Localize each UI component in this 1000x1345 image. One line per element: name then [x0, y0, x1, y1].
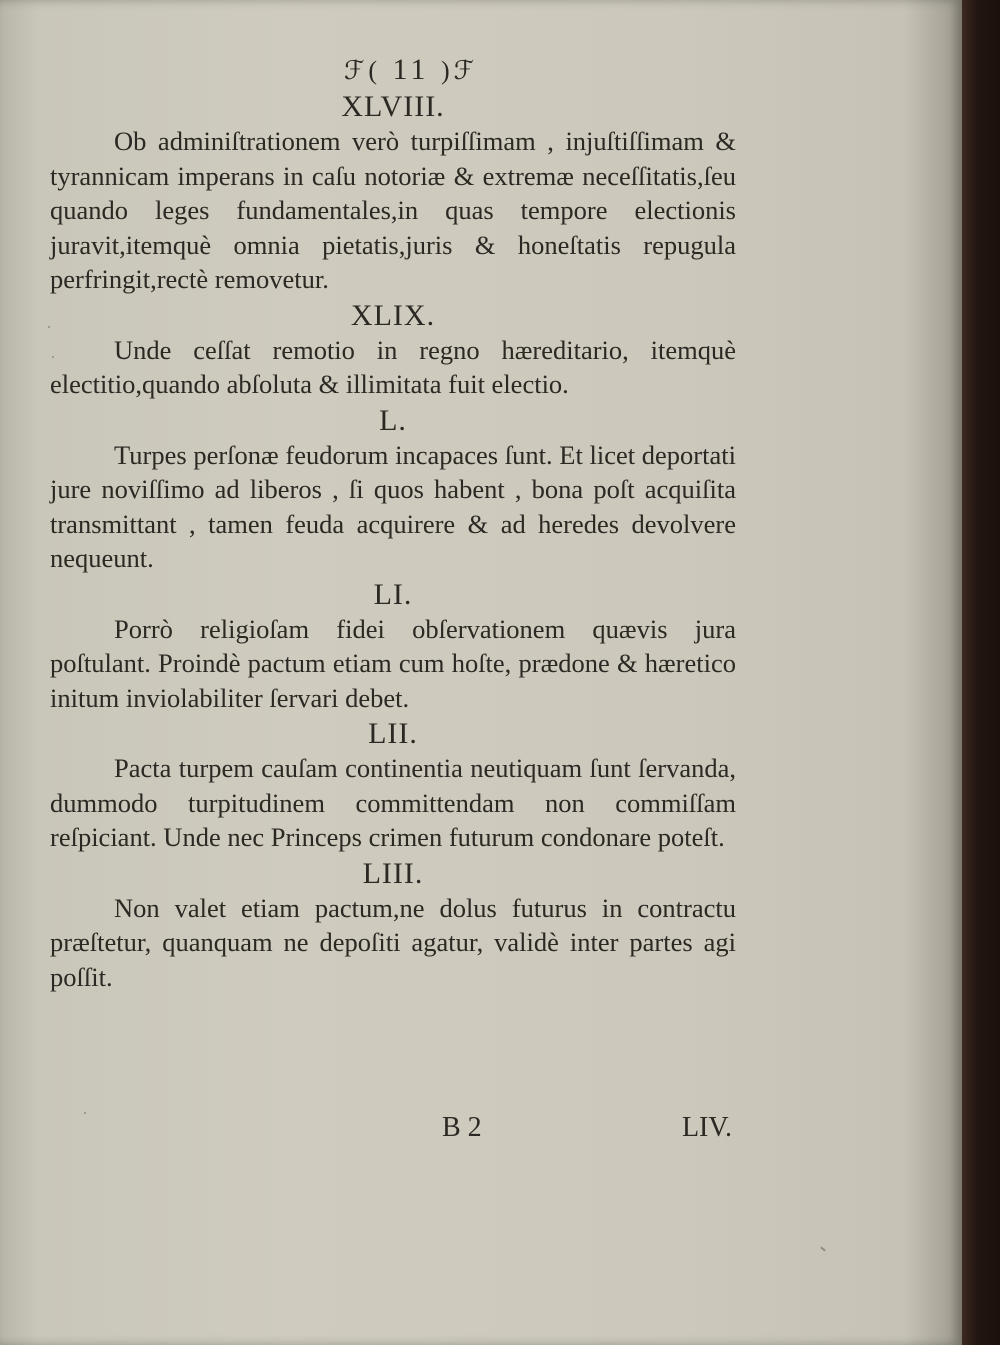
- page-number: 11: [392, 53, 430, 86]
- left-ornament: ℱ(: [343, 56, 382, 85]
- section-paragraph: Turpes perſonæ feudorum incapaces ſunt. Et licet deportati jure noviſſimo ad liberos , ſi quos habent , bona poſt acquiſita transmittant , tamen feuda acquirere & ad heredes devolvere nequeunt.: [50, 439, 736, 573]
- section-paragraph: Porrò religioſam fidei obſervationem quævis jura poſtulant. Proindè pactum etiam cum hoſte, prædone & hæretico initum inviolabiliter ſervari debet.: [50, 613, 736, 713]
- section-paragraph: Unde ceſſat remotio in regno hæreditario, itemquè electitio,quando abſoluta & illimitata fuit electio.: [50, 334, 736, 399]
- section-paragraph: Ob adminiſtrationem verò turpiſſimam , injuſtiſſimam & tyrannicam imperans in caſu notoriæ & extremæ neceſſitatis,ſeu quando leges fundamentales,in quas tempore electionis juravit,itemquè omnia pietatis,juris & honeſtatis repugula perfringit,rectè removetur.: [50, 126, 736, 294]
- paper-speck: [84, 1112, 86, 1114]
- section-paragraph: Non valet etiam pactum,ne dolus futurus in contractu præſtetur, quanquam ne depoſiti agatur, validè inter partes agi poſſit.: [50, 892, 736, 992]
- section-number: LIII.: [362, 856, 424, 890]
- section-number: XLIX.: [350, 298, 436, 332]
- page-footer: [50, 1112, 736, 1152]
- text-block: [50, 50, 736, 996]
- section-number: LI.: [373, 577, 413, 611]
- paper-speck: [52, 356, 54, 358]
- signature-mark: B 2: [442, 1112, 482, 1143]
- catchword: LIV.: [681, 1112, 732, 1143]
- paper-speck: [48, 326, 50, 328]
- section-number: XLVIII.: [341, 90, 445, 123]
- section-paragraph: Pacta turpem cauſam continentia neutiquam ſunt ſervanda, dummodo turpitudinem committendam non commiſſam reſpiciant. Unde nec Princeps crimen futurum condonare poteſt.: [50, 753, 736, 852]
- paper-speck: [820, 1246, 826, 1251]
- section-number: LII.: [368, 717, 418, 750]
- right-ornament: )ℱ: [440, 56, 479, 85]
- section-number: L.: [379, 403, 407, 437]
- running-head: [86, 50, 736, 90]
- book-edge: [962, 0, 1000, 1345]
